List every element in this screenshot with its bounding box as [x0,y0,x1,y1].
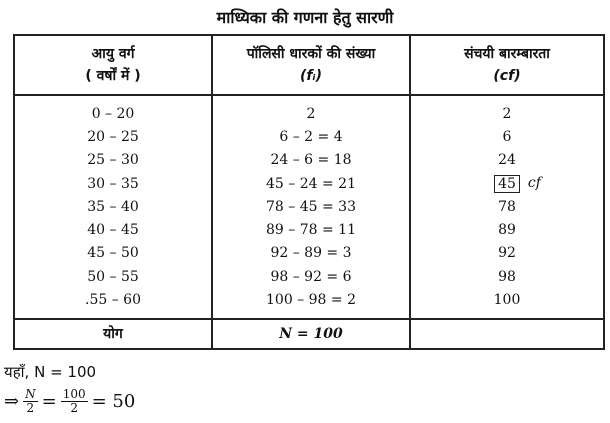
cf-cell: 100 [410,288,604,318]
total-empty-cell [410,319,604,349]
table-row [14,265,604,288]
cf-cell: 89 [410,218,604,241]
age-cell: 25 – 30 [14,149,212,172]
header-frequency-label: पॉलिसी धारकों की संख्या [246,46,376,62]
cf-highlight-box: 45 [494,175,520,193]
fraction-denominator: 2 [26,401,35,415]
header-cumulative-label: संचयी बारम्बारता [464,46,550,62]
header-frequency [212,35,410,95]
header-frequency-symbol: (fᵢ) [300,68,322,84]
header-age-label: आयु वर्ग [91,46,135,62]
cf-cell: 24 [410,149,604,172]
cf-cell: 78 [410,195,604,218]
total-row [14,319,604,349]
age-cell: 30 – 35 [14,172,212,195]
table-row [14,149,604,172]
age-cell: 20 – 25 [14,125,212,148]
header-row [14,35,604,95]
fraction-n-over-2 [23,388,38,415]
age-cell: .55 – 60 [14,288,212,318]
cf-highlight-label: cf [527,174,541,191]
table-row [14,125,604,148]
fraction-100-over-2 [61,388,88,415]
frequency-cell: 6 – 2 = 4 [212,125,410,148]
cf-cell: 98 [410,265,604,288]
header-cumulative-symbol: (cf) [493,68,521,84]
age-cell: 35 – 40 [14,195,212,218]
cf-cell-highlighted [410,172,604,195]
total-value: N = 100 [212,319,410,349]
age-cell: 40 – 45 [14,218,212,241]
cf-cell: 2 [410,95,604,125]
frequency-cell: 78 – 45 = 33 [212,195,410,218]
equals-sign: = [41,391,57,412]
table-row [14,195,604,218]
frequency-cell: 100 – 98 = 2 [212,288,410,318]
fraction-denominator: 2 [70,401,78,415]
table-row [14,95,604,125]
total-label: योग [14,319,212,349]
cf-cell: 6 [410,125,604,148]
table-title: माध्यिका की गणना हेतु सारणी [216,8,394,27]
header-age-unit: ( वर्षों में ) [85,68,141,84]
note-line-1: यहाँ, N = 100 [4,363,97,381]
frequency-cell: 2 [212,95,410,125]
fraction-numerator: N [25,387,36,401]
header-cumulative [410,35,604,95]
table-row [14,288,604,318]
age-cell: 50 – 55 [14,265,212,288]
table-row [14,218,604,241]
cf-cell: 92 [410,242,604,265]
frequency-cell: 92 – 89 = 3 [212,242,410,265]
table-row [14,242,604,265]
note-line-2 [4,388,135,415]
median-table [13,34,605,350]
table-row-median-class [14,172,604,195]
age-cell: 0 – 20 [14,95,212,125]
implies-symbol: ⇒ [4,391,20,412]
result-value: = 50 [91,391,136,412]
frequency-cell: 89 – 78 = 11 [212,218,410,241]
frequency-cell: 98 – 92 = 6 [212,265,410,288]
age-cell: 45 – 50 [14,242,212,265]
fraction-numerator: 100 [62,387,86,401]
header-age [14,35,212,95]
frequency-cell: 24 – 6 = 18 [212,149,410,172]
frequency-cell: 45 – 24 = 21 [212,172,410,195]
